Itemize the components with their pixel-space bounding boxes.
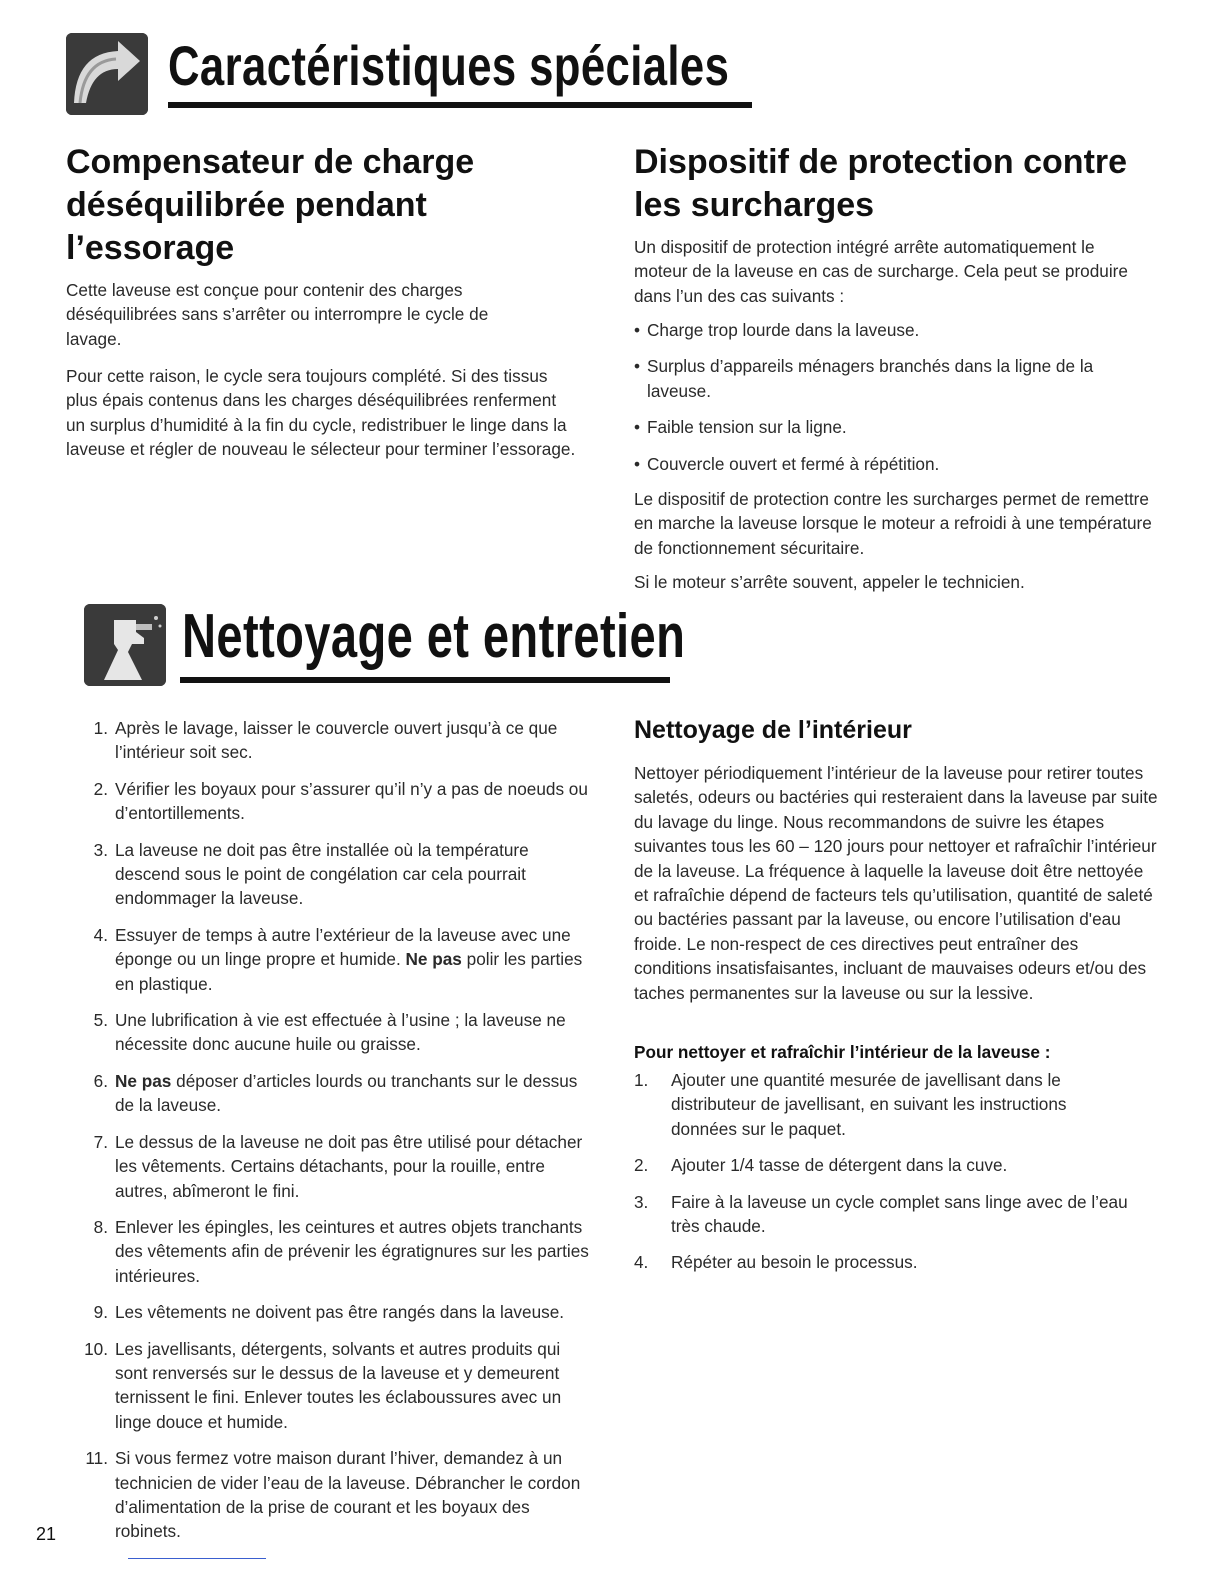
banner-rule	[168, 102, 752, 108]
bullet-list	[634, 318, 1154, 488]
list-item	[78, 1008, 590, 1057]
item-number: 10.	[84, 1338, 108, 1359]
list-item	[78, 1069, 590, 1118]
list-item	[634, 1190, 1134, 1239]
list-item	[78, 1300, 590, 1324]
list-item	[78, 777, 590, 826]
item-text: Après le lavage, laisser le couvercle ouvert jusqu’à ce que l’intérieur soit sec.	[115, 718, 558, 763]
footer-divider	[128, 1558, 266, 1559]
item-text: Le dessus de la laveuse ne doit pas être utilisé pour détacher les vêtements. Certains détachants, pour la rouille, entre autres, abîmeront le fini.	[115, 1131, 583, 1201]
item-text: Enlever les épingles, les ceintures et autres objets tranchants des vêtements afin de prévenir les égratignures sur les parties intérieures.	[115, 1216, 589, 1286]
paragraph: Cette laveuse est conçue pour contenir des charges déséquilibrées sans s’arrêter ou interrompre le cycle de lavage.	[66, 280, 489, 349]
item-number: 8.	[93, 1216, 108, 1237]
item-number: 2.	[634, 1155, 649, 1176]
list-item	[78, 923, 590, 996]
section-heading: Nettoyage de l’intérieur	[634, 716, 912, 744]
item-number: 1.	[634, 1070, 649, 1090]
item-text: Faire à la laveuse un cycle complet sans linge avec de l’eau très chaude.	[671, 1191, 1128, 1237]
section-heading: Compensateur de charge déséquilibrée pendant l’essorage	[66, 143, 475, 267]
item-text-post: déposer d’articles lourds ou tranchants sur le dessus de la laveuse.	[115, 1070, 578, 1116]
list-item	[78, 716, 590, 765]
banner-title: Caractéristiques spéciales	[168, 34, 730, 97]
item-text: La laveuse ne doit pas être installée où la température descend sous le point de congélation car cela pourrait endommager la laveuse.	[115, 839, 529, 909]
item-text: Une lubrification à vie est effectuée à l’usine ; la laveuse ne nécessite donc aucune huile ou graisse.	[115, 1010, 566, 1055]
item-text: Si vous fermez votre maison durant l’hiver, demandez à un technicien de vider l’eau de la laveuse. Débrancher le cordon d’alimentation de la prise de courant et les boyaux des robinets.	[115, 1448, 581, 1542]
item-text: Ajouter une quantité mesurée de javellisant dans le distributeur de javellisant, en suivant les instructions données sur le paquet.	[671, 1070, 1067, 1139]
cleaning-steps	[634, 1068, 1134, 1275]
item-text: Les vêtements ne doivent pas être rangés dans la laveuse.	[115, 1302, 565, 1323]
item-text-pre: Essuyer de temps à autre l’extérieur de la laveuse avec une éponge ou un linge propre et humide.	[115, 924, 571, 970]
curved-arrow-icon	[66, 33, 148, 115]
item-number: 1.	[93, 718, 108, 738]
item-number: 4.	[93, 924, 108, 945]
emphasis: Ne pas	[405, 949, 462, 970]
spray-bottle-icon	[84, 604, 166, 686]
item-text-post: polir les parties en plastique.	[115, 949, 583, 994]
item-text: Répéter au besoin le processus.	[671, 1252, 918, 1273]
item-number: 4.	[634, 1252, 649, 1273]
list-item: • Charge trop lourde dans la laveuse.	[634, 318, 1154, 342]
item-number: 7.	[93, 1131, 108, 1152]
list-item	[634, 1250, 1134, 1274]
list-item	[78, 1215, 590, 1288]
paragraph: Pour cette raison, le cycle sera toujours complété. Si des tissus plus épais contenus dans les charges déséquilibrées renferment un surplus d’humidité à la fin du cycle, redistribuer le linge dans la laveuse et régler de nouveau le sélecteur pour terminer l’essorage.	[66, 366, 576, 460]
item-text: Ajouter 1/4 tasse de détergent dans la cuve.	[671, 1155, 1008, 1176]
list-item	[78, 1337, 590, 1435]
list-item	[634, 1153, 1134, 1177]
paragraph: Un dispositif de protection intégré arrête automatiquement le moteur de la laveuse en cas de surcharge. Cela peut se produire dans l’un des cas suivants :	[634, 237, 1128, 306]
item-number: 11.	[85, 1448, 108, 1469]
item-number: 9.	[93, 1302, 108, 1323]
item-number: 5.	[93, 1010, 108, 1031]
banner-rule	[180, 677, 670, 683]
page-number: 21	[36, 1524, 57, 1544]
item-text: Les javellisants, détergents, solvants et autres produits qui sont renversés sur le dessus de la laveuse et y demeurent ternissent le fini. Enlever toutes les éclaboussures avec un linge douce et humide.	[115, 1338, 562, 1432]
list-item	[78, 1446, 590, 1544]
item-number: 3.	[634, 1191, 649, 1212]
list-item	[78, 838, 590, 911]
maintenance-list	[78, 716, 590, 1544]
emphasis: Ne pas	[115, 1070, 172, 1091]
item-number: 3.	[93, 839, 108, 860]
list-item	[634, 1068, 1134, 1141]
item-number: 2.	[93, 778, 108, 799]
subheading: Pour nettoyer et rafraîchir l’intérieur de la laveuse :	[634, 1042, 1051, 1062]
item-number: 6.	[93, 1070, 108, 1091]
item-text: Vérifier les boyaux pour s’assurer qu’il n’y a pas de noeuds ou d’entortillements.	[115, 778, 588, 824]
section-heading: Dispositif de protection contre les surcharges	[634, 143, 1128, 224]
paragraph: Si le moteur s’arrête souvent, appeler le technicien.	[634, 572, 1025, 592]
list-item: • Couvercle ouvert et fermé à répétition.	[634, 452, 1154, 476]
list-item: • Faible tension sur la ligne.	[634, 415, 1154, 439]
paragraph: Nettoyer périodiquement l’intérieur de la laveuse pour retirer toutes saletés, odeurs ou bactéries qui resteraient dans la laveuse par suite du lavage du linge. Nous recommandons de suivre les étapes suivantes tous les 60 – 120 jours pour nettoyer et rafraîchir l’intérieur de la laveuse. La fréquence à laquelle la laveuse doit être nettoyée et rafraîchie dépend de facteurs tels qu’utilisation, quantité de saleté ou bactéries passant par la laveuse, ou encore l’utilisation d'eau froide. Le non-respect de ces directives peut entraîner des conditions insatisfaisantes, incluant de mauvaises odeurs et/ou des taches permanentes sur la laveuse ou sur la lessive.	[634, 763, 1158, 1003]
banner-title: Nettoyage et entretien	[182, 602, 686, 671]
list-item: • Surplus d’appareils ménagers branchés dans la ligne de la laveuse.	[634, 354, 1154, 403]
paragraph: Le dispositif de protection contre les surcharges permet de remettre en marche la laveuse lorsque le moteur a refroidi à une température de fonctionnement sécuritaire.	[634, 489, 1152, 558]
list-item	[78, 1130, 590, 1203]
